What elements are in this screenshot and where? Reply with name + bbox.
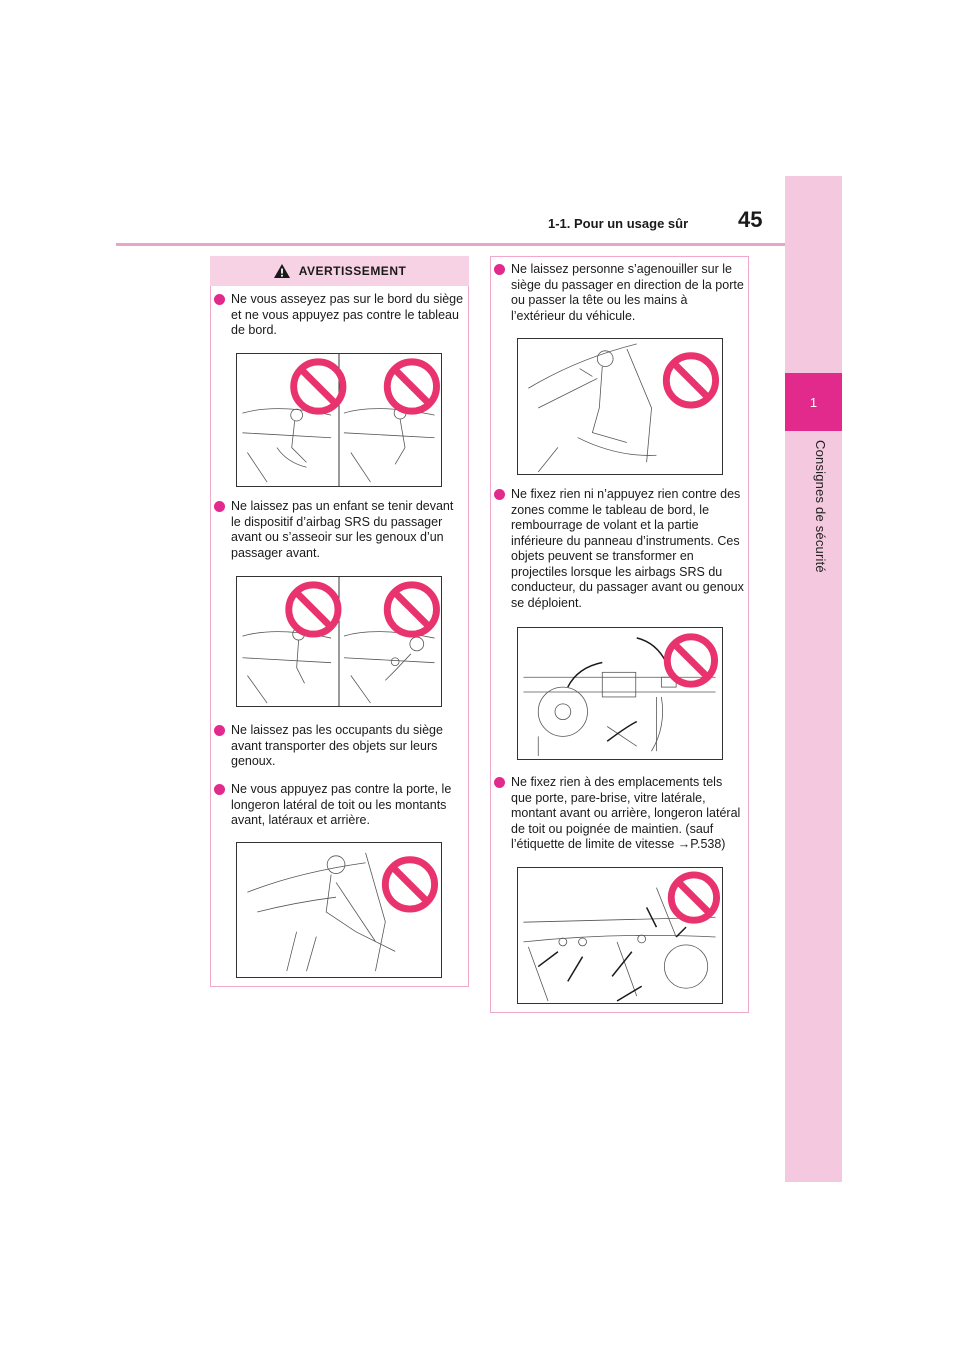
item-text: Ne vous appuyez pas contre la porte, le longeron latéral de toit ou les montants avant, latéraux et arrière.: [231, 782, 452, 827]
warning-title: AVERTISSEMENT: [298, 264, 407, 278]
chapter-side-tab: [785, 176, 842, 1182]
bullet-icon: [494, 777, 505, 788]
item-text: Ne laissez pas les occupants du siège avant transporter des objets sur leurs genoux.: [231, 723, 443, 768]
page-number: 45: [738, 207, 763, 232]
illustration-child-airbag: [236, 576, 442, 707]
list-item: [214, 782, 464, 829]
chapter-title: Consignes de sécurité: [813, 440, 828, 573]
illustration-dashboard-objects: [517, 627, 723, 760]
bullet-icon: [214, 501, 225, 512]
warning-triangle-icon: [273, 263, 291, 279]
chapter-number-tab: 1: [785, 373, 842, 431]
section-title: 1-1. Pour un usage sûr: [548, 216, 689, 231]
prohibition-icon: [294, 362, 343, 411]
warning-header: [210, 256, 469, 286]
list-item: [494, 487, 744, 611]
illustration-leaning-door: [236, 842, 442, 978]
bullet-icon: [494, 264, 505, 275]
list-item: [214, 292, 464, 339]
list-item: [214, 723, 464, 770]
illustration-sitting-edge: [236, 353, 442, 487]
list-item: [214, 499, 464, 561]
illustration-window-pillars: [517, 867, 723, 1004]
bullet-icon: [214, 294, 225, 305]
bullet-icon: [214, 725, 225, 736]
bullet-icon: [214, 784, 225, 795]
item-text: Ne laissez pas un enfant se tenir devant le dispositif d’airbag SRS du passager avant ou s’asseoir sur les genoux d’un passager avant.: [231, 499, 454, 560]
item-text: Ne laissez personne s’agenouiller sur le siège du passager en direction de la porte ou passer la tête ou les mains à l’extérieur du véhicule.: [511, 262, 744, 323]
item-text: Ne fixez rien ni n’appuyez rien contre des zones comme le tableau de bord, le rembourrage de volant et la partie inférieure du panneau d’instruments. Ces objets peuvent se transformer en projectiles lorsque les airbags SRS du conducteur, du passager avant ou genoux se déploient.: [511, 487, 744, 610]
bullet-icon: [494, 489, 505, 500]
list-item: [494, 262, 744, 324]
illustration-kneeling-seat: [517, 338, 723, 475]
header-rule: [116, 243, 785, 246]
list-item: [494, 775, 744, 853]
item-text: Ne fixez rien à des emplacements tels que porte, pare-brise, vitre latérale, montant avant ou arrière, longeron latéral de toit ou poignée de maintien. (sauf l’étiquette de limite de vitesse →P.538): [511, 775, 741, 851]
item-text: Ne vous asseyez pas sur le bord du siège et ne vous appuyez pas contre le tableau de bord.: [231, 292, 464, 337]
